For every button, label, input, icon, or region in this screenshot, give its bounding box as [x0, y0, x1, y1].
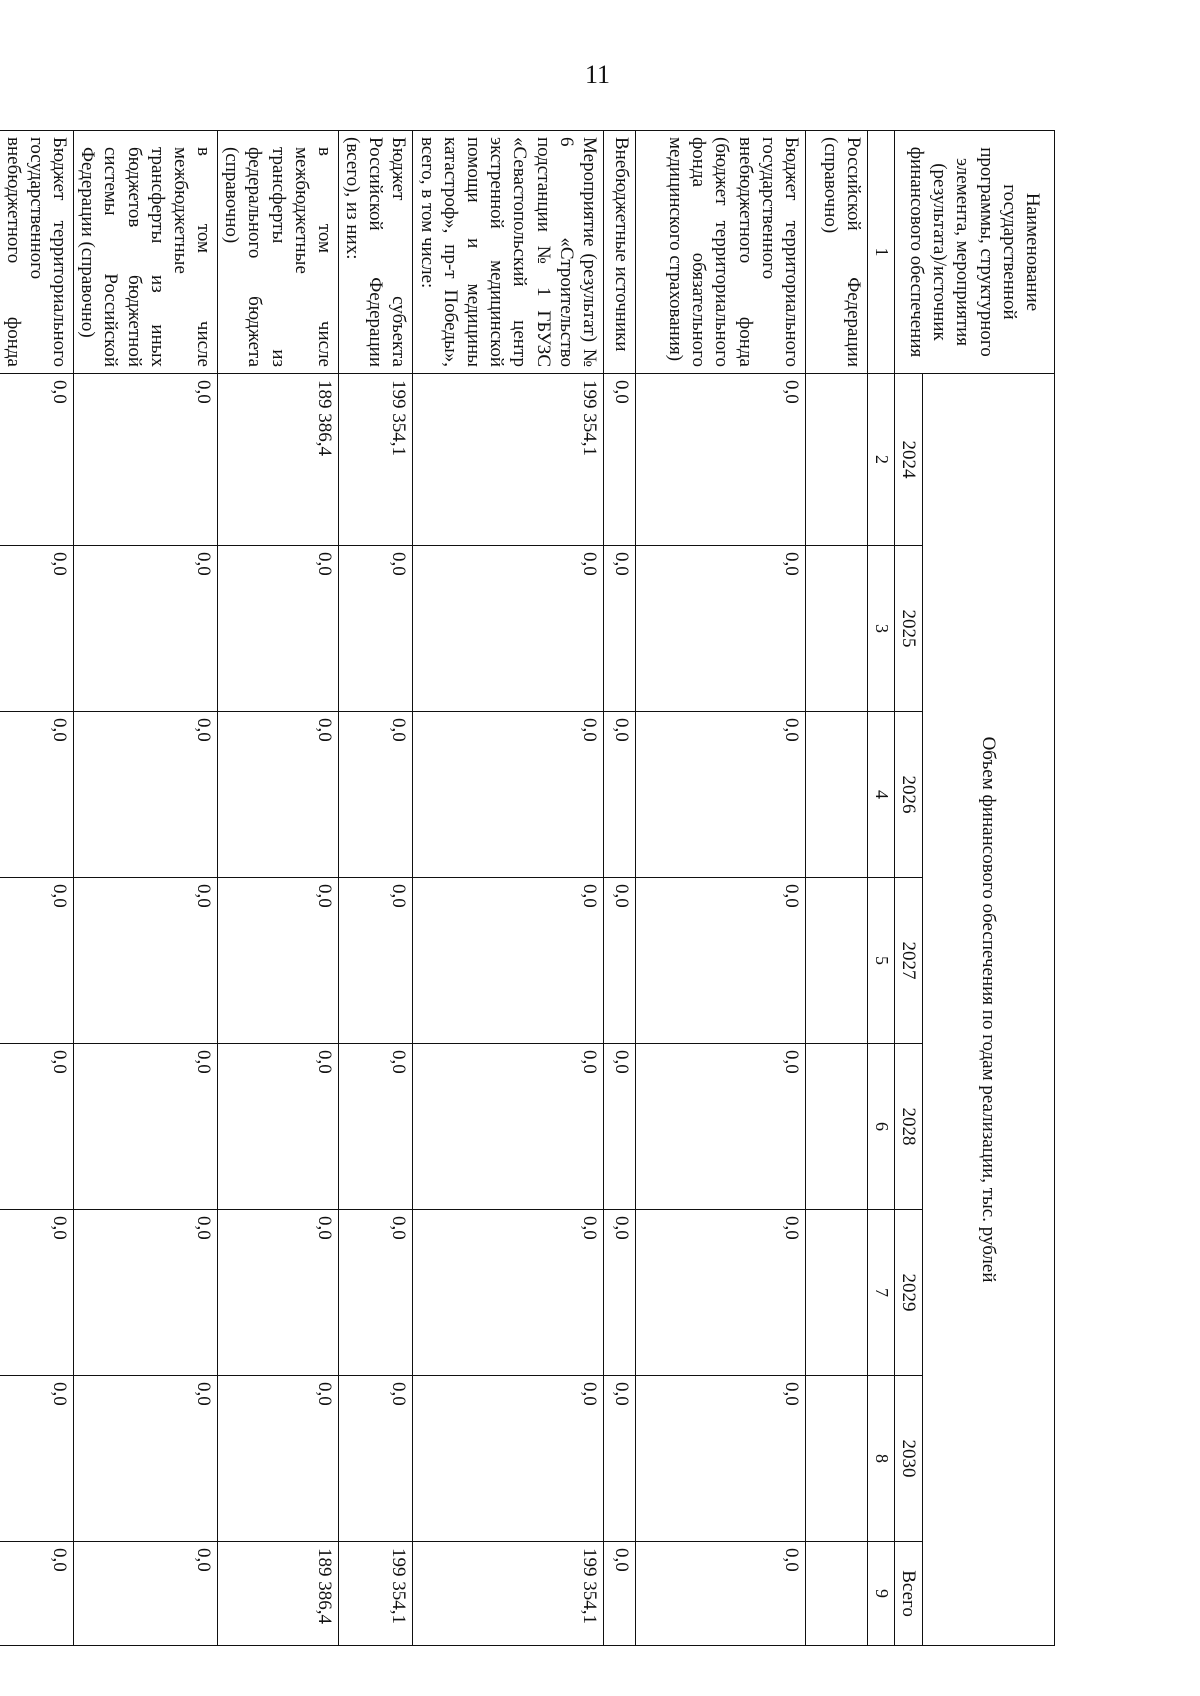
row-value-2026: 0,0	[0, 712, 74, 878]
row-value-2028: 0,0	[74, 1044, 218, 1210]
row-value-2028: 0,0	[338, 1044, 413, 1210]
row-value-2029: 0,0	[603, 1210, 635, 1376]
row-name: Мероприятие (результат) № 6 «Строительство подстанции № 1 ГБУЗС «Севастопольский центр экстренной медицинской помощи и медицины катастроф», пр-т Победы», всего, в том числе:	[413, 131, 603, 374]
row-value-2030: 0,0	[338, 1376, 413, 1542]
row-value-2027	[805, 878, 867, 1044]
header-name-column: Наименование государственной программы, структурного элемента, мероприятия (результата)/источник финансового обеспечения	[894, 131, 1054, 374]
row-value-2029: 0,0	[635, 1210, 805, 1376]
row-name: Внебюджетные источники	[603, 131, 635, 374]
row-value-2028: 0,0	[635, 1044, 805, 1210]
row-value-2029	[805, 1210, 867, 1376]
row-value-2027: 0,0	[413, 878, 603, 1044]
header-year-7: Всего	[894, 1542, 922, 1646]
row-value-2030: 0,0	[74, 1376, 218, 1542]
header-year-0: 2024	[894, 374, 922, 546]
row-value-2028: 0,0	[603, 1044, 635, 1210]
row-value-2025: 0,0	[0, 546, 74, 712]
header-colnum-4: 4	[867, 712, 894, 878]
row-name: Российской Федерации (справочно)	[805, 131, 867, 374]
row-value-2026: 0,0	[74, 712, 218, 878]
row-value-2030: 0,0	[635, 1376, 805, 1542]
row-value-2025: 0,0	[74, 546, 218, 712]
table-row	[413, 131, 603, 1646]
header-colnum-5: 5	[867, 878, 894, 1044]
header-colnum-2: 2	[867, 374, 894, 546]
row-value-2026: 0,0	[218, 712, 339, 878]
table-row	[74, 131, 218, 1646]
row-name: Бюджет территориального государственного внебюджетного фонда	[0, 131, 74, 374]
row-value-2025: 0,0	[635, 546, 805, 712]
row-value-2026: 0,0	[338, 712, 413, 878]
row-value-2024: 0,0	[0, 374, 74, 546]
row-value-2024: 189 386,4	[218, 374, 339, 546]
row-value-2025: 0,0	[338, 546, 413, 712]
row-name: Бюджет территориального государственного внебюджетного фонда (бюджет территориального фонда обязательного медицинского страхования)	[635, 131, 805, 374]
row-value-2028: 0,0	[218, 1044, 339, 1210]
header-year-4: 2028	[894, 1044, 922, 1210]
row-name: в том числе межбюджетные трансферты из федерального бюджета (справочно)	[218, 131, 339, 374]
row-value-2026	[805, 712, 867, 878]
table-row	[635, 131, 805, 1646]
row-value-2025: 0,0	[603, 546, 635, 712]
row-value-2025: 0,0	[218, 546, 339, 712]
table-row	[218, 131, 339, 1646]
row-name: в том числе межбюджетные трансферты из иных бюджетов бюджетной системы Российской Федерации (справочно)	[74, 131, 218, 374]
row-value-2027: 0,0	[0, 878, 74, 1044]
table-row	[338, 131, 413, 1646]
table-row	[805, 131, 867, 1646]
header-colnum-3: 3	[867, 546, 894, 712]
header-year-1: 2025	[894, 546, 922, 712]
row-value-Всего: 199 354,1	[413, 1542, 603, 1646]
row-value-2030: 0,0	[218, 1376, 339, 1542]
row-value-2024	[805, 374, 867, 546]
row-value-2029: 0,0	[0, 1210, 74, 1376]
row-value-2030: 0,0	[0, 1376, 74, 1542]
row-value-Всего: 0,0	[603, 1542, 635, 1646]
header-year-3: 2027	[894, 878, 922, 1044]
row-value-2027: 0,0	[603, 878, 635, 1044]
row-value-2028: 0,0	[0, 1044, 74, 1210]
header-year-5: 2029	[894, 1210, 922, 1376]
row-value-2030: 0,0	[603, 1376, 635, 1542]
row-value-2026: 0,0	[413, 712, 603, 878]
row-value-2027: 0,0	[218, 878, 339, 1044]
row-value-Всего: 199 354,1	[338, 1542, 413, 1646]
header-colnum-1: 1	[867, 131, 894, 374]
row-value-Всего: 0,0	[0, 1542, 74, 1646]
header-colnum-6: 6	[867, 1044, 894, 1210]
row-value-2029: 0,0	[218, 1210, 339, 1376]
row-value-2030	[805, 1376, 867, 1542]
row-value-2026: 0,0	[635, 712, 805, 878]
row-value-Всего	[805, 1542, 867, 1646]
row-value-2029: 0,0	[74, 1210, 218, 1376]
row-value-Всего: 0,0	[74, 1542, 218, 1646]
row-value-2025	[805, 546, 867, 712]
header-year-2: 2026	[894, 712, 922, 878]
row-value-2028: 0,0	[413, 1044, 603, 1210]
row-value-2029: 0,0	[413, 1210, 603, 1376]
row-value-Всего: 0,0	[635, 1542, 805, 1646]
row-value-2028	[805, 1044, 867, 1210]
row-value-2024: 0,0	[74, 374, 218, 546]
row-value-2027: 0,0	[338, 878, 413, 1044]
header-colnum-9: 9	[867, 1542, 894, 1646]
table-row	[603, 131, 635, 1646]
header-colnum-7: 7	[867, 1210, 894, 1376]
header-colnum-8: 8	[867, 1376, 894, 1542]
row-value-2027: 0,0	[635, 878, 805, 1044]
row-value-2029: 0,0	[338, 1210, 413, 1376]
row-name: Бюджет субъекта Российской Федерации (всего), из них:	[338, 131, 413, 374]
row-value-2026: 0,0	[603, 712, 635, 878]
row-value-2024: 199 354,1	[338, 374, 413, 546]
row-value-2024: 0,0	[635, 374, 805, 546]
header-year-6: 2030	[894, 1376, 922, 1542]
table-row	[0, 131, 74, 1646]
row-value-2025: 0,0	[413, 546, 603, 712]
row-value-Всего: 189 386,4	[218, 1542, 339, 1646]
header-volume-column: Объем финансового обеспечения по годам реализации, тыс. рублей	[923, 374, 1055, 1646]
financing-table	[0, 130, 1055, 1646]
row-value-2030: 0,0	[413, 1376, 603, 1542]
row-value-2024: 199 354,1	[413, 374, 603, 546]
row-value-2024: 0,0	[603, 374, 635, 546]
financing-table-wrap	[2, 130, 1055, 1645]
page-number: 11	[585, 60, 611, 89]
row-value-2027: 0,0	[74, 878, 218, 1044]
